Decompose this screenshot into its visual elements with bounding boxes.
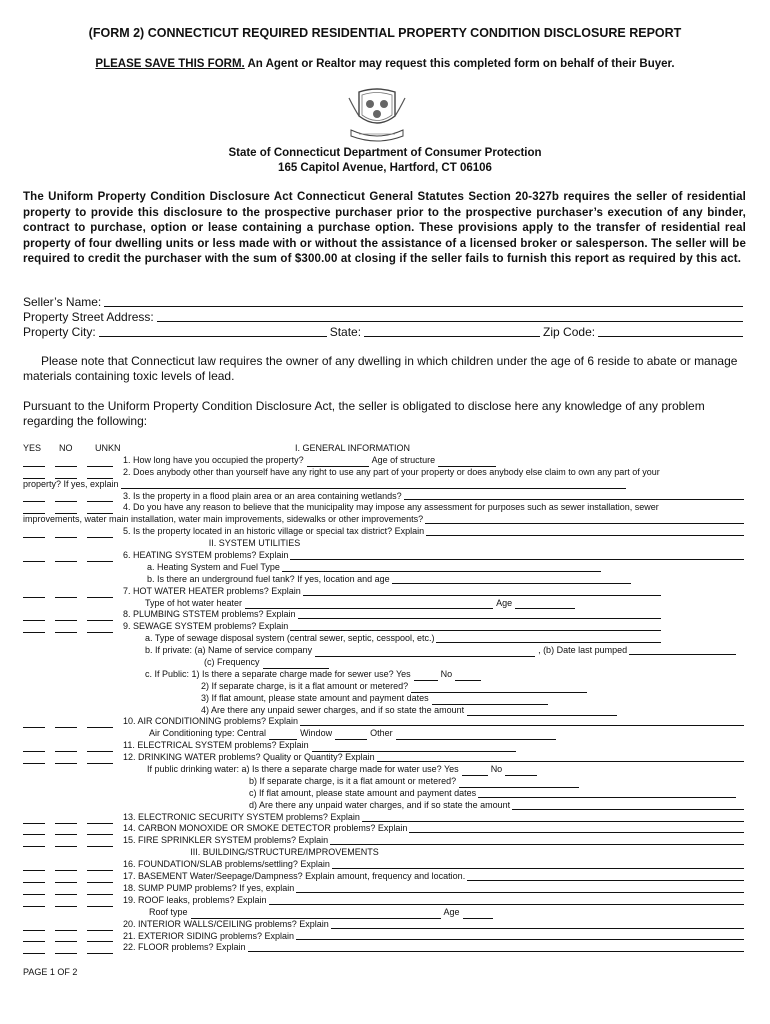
answer-field[interactable] — [245, 597, 493, 609]
item-text: 10. AIR CONDITIONING problems? Explain — [123, 716, 299, 727]
unkn-checkbox[interactable] — [87, 623, 113, 633]
page-number: PAGE 1 OF 2 — [23, 967, 78, 977]
checklist-row — [23, 657, 746, 669]
section-utilities: II. SYSTEM UTILITIES — [208, 538, 301, 549]
checklist-row — [23, 467, 746, 479]
zip-label: Zip Code: — [543, 325, 596, 339]
item-text: No — [440, 668, 453, 679]
checklist-row — [23, 942, 746, 954]
state-label: State: — [329, 325, 362, 339]
unkn-checkbox[interactable] — [87, 552, 113, 562]
no-checkbox[interactable] — [55, 504, 77, 514]
item-text: 2. Does anybody other than yourself have any right to use any part of your property or does anybody else claim to own any part of your — [123, 466, 660, 477]
checklist-row — [23, 812, 746, 824]
unkn-checkbox[interactable] — [87, 921, 113, 931]
answer-field[interactable] — [629, 654, 736, 655]
yes-checkbox[interactable] — [23, 754, 45, 764]
answer-field[interactable] — [425, 523, 744, 524]
answer-field[interactable] — [455, 669, 481, 681]
answer-field[interactable] — [362, 821, 744, 822]
item-text: Age of structure — [371, 454, 436, 465]
answer-field[interactable] — [467, 880, 744, 881]
item-text: improvements, water main installation, water main improvements, sidewalks or other improvements? — [23, 514, 424, 525]
answer-field[interactable] — [409, 832, 744, 833]
yes-checkbox[interactable] — [23, 588, 45, 598]
checklist-row — [23, 455, 746, 467]
yes-checkbox[interactable] — [23, 469, 45, 479]
form-title: (FORM 2) CONNECTICUT REQUIRED RESIDENTIAL PROPERTY CONDITION DISCLOSURE REPORT — [88, 26, 682, 40]
unkn-checkbox[interactable] — [87, 932, 113, 942]
item-text: Age — [496, 597, 513, 608]
answer-field[interactable] — [269, 904, 744, 905]
no-checkbox[interactable] — [55, 921, 77, 931]
no-checkbox[interactable] — [55, 469, 77, 479]
unkn-checkbox[interactable] — [87, 611, 113, 621]
yes-checkbox[interactable] — [23, 742, 45, 752]
item-text: No — [490, 764, 503, 775]
checklist-row — [23, 586, 746, 598]
item-text: 3) If flat amount, please state amount and payment dates — [201, 692, 429, 703]
seller-name-label: Seller’s Name: — [23, 295, 102, 309]
item-text: If public drinking water: a) Is there a separate charge made for water use? Yes — [147, 764, 459, 775]
item-text: 16. FOUNDATION/SLAB problems/settling? Explain — [123, 859, 330, 870]
answer-field[interactable] — [290, 559, 744, 560]
checklist-row — [23, 907, 746, 919]
yes-checkbox[interactable] — [23, 861, 45, 871]
answer-field[interactable] — [392, 583, 631, 584]
item-text: 18. SUMP PUMP problems? If yes, explain — [123, 882, 295, 893]
answer-field[interactable] — [332, 868, 744, 869]
checklist-row — [23, 859, 746, 871]
item-text: a. Heating System and Fuel Type — [147, 561, 280, 572]
yes-checkbox[interactable] — [23, 944, 45, 954]
item-text: b) If separate charge, is it a flat amount or metered? — [249, 775, 457, 786]
answer-field[interactable] — [462, 764, 488, 776]
no-checkbox[interactable] — [55, 754, 77, 764]
item-text: 9. SEWAGE SYSTEM problems? Explain — [123, 621, 289, 632]
disclosure-checklist — [23, 443, 746, 954]
answer-field[interactable] — [121, 488, 626, 489]
item-text: 7. HOT WATER HEATER problems? Explain — [123, 585, 301, 596]
unkn-checkbox[interactable] — [87, 588, 113, 598]
answer-field[interactable] — [505, 764, 537, 776]
answer-field[interactable] — [463, 907, 493, 919]
yes-checkbox[interactable] — [23, 457, 45, 467]
no-checkbox[interactable] — [55, 457, 77, 467]
item-text: 8. PLUMBING STSTEM problems? Explain — [123, 609, 296, 620]
state-seal-icon — [345, 86, 409, 144]
checklist-row — [23, 835, 746, 847]
checklist-row — [23, 681, 746, 693]
unkn-checkbox[interactable] — [87, 528, 113, 538]
section-row — [23, 847, 746, 859]
no-checkbox[interactable] — [55, 623, 77, 633]
unkn-checkbox[interactable] — [87, 825, 113, 835]
section-general: I. GENERAL INFORMATION — [294, 442, 410, 453]
item-text: 2) If separate charge, is it a flat amount or metered? — [201, 680, 409, 691]
item-text: , (b) Date last pumped — [538, 645, 628, 656]
answer-field[interactable] — [331, 928, 744, 929]
unkn-checkbox[interactable] — [87, 837, 113, 847]
answer-field[interactable] — [263, 657, 329, 669]
no-checkbox[interactable] — [55, 492, 77, 502]
zip-field[interactable] — [598, 325, 743, 337]
checklist-row — [23, 824, 746, 836]
answer-field[interactable] — [269, 728, 297, 740]
unkn-checkbox[interactable] — [87, 897, 113, 907]
answer-field[interactable] — [296, 939, 744, 940]
item-text: 17. BASEMENT Water/Seepage/Dampness? Explain amount, frequency and location. — [123, 871, 466, 882]
item-text: a. Type of sewage disposal system (central sewer, septic, cesspool, etc.) — [145, 633, 435, 644]
lead-note: Please note that Connecticut law requires the owner of any dwelling in which children under the age of 6 reside to abate or manage materials containing toxic levels of lead. — [23, 354, 738, 383]
checklist-row — [23, 491, 746, 503]
item-text: c. If Public: 1) Is there a separate charge made for sewer use? Yes — [145, 668, 411, 679]
column-headers — [23, 443, 746, 455]
checklist-row — [23, 705, 746, 717]
checklist-row — [23, 598, 746, 610]
no-checkbox[interactable] — [55, 552, 77, 562]
seller-name-field[interactable] — [104, 295, 743, 307]
checklist-row — [23, 633, 746, 645]
section-row — [23, 538, 746, 550]
yes-checkbox[interactable] — [23, 885, 45, 895]
checklist-row — [23, 514, 746, 526]
answer-field[interactable] — [515, 597, 575, 609]
answer-field[interactable] — [459, 776, 579, 788]
answer-field[interactable] — [438, 455, 496, 467]
no-checkbox[interactable] — [55, 885, 77, 895]
no-checkbox[interactable] — [55, 742, 77, 752]
item-text: 5. Is the property located in an historic village or special tax district? Explain — [123, 526, 425, 537]
agency-name: State of Connecticut Department of Consumer Protection — [228, 147, 542, 159]
item-text: d) Are there any unpaid water charges, and if so state the amount — [249, 799, 511, 810]
unkn-checkbox[interactable] — [87, 814, 113, 824]
checklist-row — [23, 479, 746, 491]
checklist-row — [23, 752, 746, 764]
state-field[interactable] — [364, 325, 540, 337]
answer-field[interactable] — [303, 595, 661, 596]
item-text: 6. HEATING SYSTEM problems? Explain — [123, 550, 289, 560]
item-text: 4) Are there any unpaid sewer charges, and if so state the amount — [201, 704, 465, 715]
checklist-row — [23, 931, 746, 943]
no-checkbox[interactable] — [55, 814, 77, 824]
answer-field[interactable] — [191, 907, 441, 919]
unkn-checkbox[interactable] — [87, 504, 113, 514]
answer-field[interactable] — [312, 740, 516, 752]
save-note-emphasis: PLEASE SAVE THIS FORM. — [95, 58, 245, 70]
pursuant-note: Pursuant to the Uniform Property Condition Disclosure Act, the seller is obligated to disclose here any knowledge of any problem regarding the following: — [23, 399, 705, 428]
checklist-row — [23, 609, 746, 621]
item-text: 20. INTERIOR WALLS/CEILING problems? Explain — [123, 918, 329, 929]
answer-field[interactable] — [300, 725, 744, 726]
save-note — [0, 58, 770, 70]
no-checkbox[interactable] — [55, 944, 77, 954]
checklist-row — [23, 883, 746, 895]
answer-field[interactable] — [335, 728, 367, 740]
unkn-checkbox[interactable] — [87, 492, 113, 502]
street-address-label: Property Street Address: — [23, 310, 154, 324]
answer-field[interactable] — [248, 951, 744, 952]
item-text: b. Is there an underground fuel tank? If yes, location and age — [147, 573, 390, 584]
item-text: 21. EXTERIOR SIDING problems? Explain — [123, 930, 295, 941]
answer-field[interactable] — [296, 892, 744, 893]
checklist-row — [23, 693, 746, 705]
yes-checkbox[interactable] — [23, 873, 45, 883]
no-checkbox[interactable] — [55, 528, 77, 538]
unkn-checkbox[interactable] — [87, 754, 113, 764]
answer-field[interactable] — [426, 535, 744, 536]
col-unkn: UNKN — [95, 442, 121, 453]
checklist-row — [23, 919, 746, 931]
checklist-row — [23, 669, 746, 681]
item-text: 1. How long have you occupied the property? — [123, 454, 304, 465]
yes-checkbox[interactable] — [23, 814, 45, 824]
answer-field[interactable] — [467, 704, 617, 716]
checklist-row — [23, 895, 746, 907]
unkn-checkbox[interactable] — [87, 742, 113, 752]
item-text: Age — [443, 906, 460, 917]
item-text: Roof type — [149, 906, 188, 917]
item-text: b. If private: (a) Name of service company — [145, 645, 313, 656]
item-text: 4. Do you have any reason to believe that the municipality may impose any assessment for purposes such as sewer installation, sewer — [123, 502, 659, 513]
answer-field[interactable] — [414, 669, 438, 681]
unkn-checkbox[interactable] — [87, 457, 113, 467]
no-checkbox[interactable] — [55, 932, 77, 942]
answer-field[interactable] — [436, 642, 661, 643]
answer-field[interactable] — [478, 797, 736, 798]
unkn-checkbox[interactable] — [87, 944, 113, 954]
answer-field[interactable] — [396, 728, 556, 740]
item-text: c) If flat amount, please state amount and payment dates — [249, 787, 477, 798]
item-text: Window — [300, 728, 333, 739]
item-text: 15. FIRE SPRINKLER SYSTEM problems? Explain — [123, 835, 329, 846]
unkn-checkbox[interactable] — [87, 861, 113, 871]
yes-checkbox[interactable] — [23, 611, 45, 621]
no-checkbox[interactable] — [55, 861, 77, 871]
unkn-checkbox[interactable] — [87, 873, 113, 883]
item-text: Other — [370, 728, 393, 739]
yes-checkbox[interactable] — [23, 718, 45, 728]
save-note-text: An Agent or Realtor may request this completed form on behalf of their Buyer. — [244, 58, 675, 70]
yes-checkbox[interactable] — [23, 837, 45, 847]
item-text: 11. ELECTRICAL SYSTEM problems? Explain — [123, 740, 309, 751]
item-text: Type of hot water heater — [145, 597, 243, 608]
checklist-row — [23, 502, 746, 514]
yes-checkbox[interactable] — [23, 921, 45, 931]
city-label: Property City: — [23, 325, 96, 339]
checklist-row — [23, 716, 746, 728]
street-address-field[interactable] — [157, 310, 743, 322]
unkn-checkbox[interactable] — [87, 885, 113, 895]
intro-paragraph: The Uniform Property Condition Disclosure Act Connecticut General Statutes Section 20-327b requires the seller of residential property to provide this disclosure to the prospective purchaser prior to the prospective purchaser’s execution of any binder, contract to purchase, option or lease containing a purchase option. These provisions apply to the transfer of residential real property of four dwelling units or less made with or without the assistance of a licensed broker or salesperson. The seller will be required to credit the purchaser with the sum of $300.00 at closing if the seller fails to furnish this report as required by this act. — [23, 191, 746, 265]
answer-field[interactable] — [377, 761, 744, 762]
no-checkbox[interactable] — [55, 825, 77, 835]
yes-checkbox[interactable] — [23, 504, 45, 514]
property-fields — [23, 295, 746, 340]
answer-field[interactable] — [411, 681, 587, 693]
answer-field[interactable] — [432, 693, 548, 705]
yes-checkbox[interactable] — [23, 825, 45, 835]
item-text: 19. ROOF leaks, problems? Explain — [123, 894, 267, 905]
item-text: property? If yes, explain — [23, 478, 119, 489]
yes-checkbox[interactable] — [23, 932, 45, 942]
checklist-row — [23, 645, 746, 657]
item-text: 14. CARBON MONOXIDE OR SMOKE DETECTOR problems? Explain — [123, 823, 408, 834]
agency-block — [0, 146, 770, 176]
unkn-checkbox[interactable] — [87, 469, 113, 479]
checklist-row — [23, 800, 746, 812]
no-checkbox[interactable] — [55, 873, 77, 883]
checklist-row — [23, 574, 746, 586]
unkn-checkbox[interactable] — [87, 718, 113, 728]
no-checkbox[interactable] — [55, 837, 77, 847]
no-checkbox[interactable] — [55, 897, 77, 907]
answer-field[interactable] — [315, 645, 535, 657]
checklist-row — [23, 621, 746, 633]
no-checkbox[interactable] — [55, 718, 77, 728]
yes-checkbox[interactable] — [23, 492, 45, 502]
checklist-row — [23, 728, 746, 740]
answer-field[interactable] — [282, 571, 601, 572]
checklist-row — [23, 788, 746, 800]
city-field[interactable] — [99, 325, 327, 337]
section-building: III. BUILDING/STRUCTURE/IMPROVEMENTS — [190, 847, 379, 858]
item-text: (c) Frequency — [204, 657, 260, 668]
item-text: Air Conditioning type: Central — [149, 728, 267, 739]
col-no: NO — [59, 442, 73, 453]
agency-address: 165 Capitol Avenue, Hartford, CT 06106 — [278, 162, 492, 174]
answer-field[interactable] — [290, 630, 661, 631]
checklist-row — [23, 776, 746, 788]
checklist-row — [23, 740, 746, 752]
yes-checkbox[interactable] — [23, 552, 45, 562]
checklist-row — [23, 550, 746, 562]
item-text: 12. DRINKING WATER problems? Quality or Quantity? Explain — [123, 752, 375, 763]
col-yes: YES — [23, 442, 42, 453]
no-checkbox[interactable] — [55, 611, 77, 621]
answer-field[interactable] — [298, 618, 661, 619]
answer-field[interactable] — [512, 809, 744, 810]
answer-field[interactable] — [330, 844, 744, 845]
item-text: 22. FLOOR problems? Explain — [123, 942, 246, 953]
yes-checkbox[interactable] — [23, 623, 45, 633]
answer-field[interactable] — [404, 499, 744, 500]
checklist-row — [23, 562, 746, 574]
checklist-row — [23, 764, 746, 776]
answer-field[interactable] — [307, 455, 369, 467]
checklist-row — [23, 871, 746, 883]
no-checkbox[interactable] — [55, 588, 77, 598]
item-text: 3. Is the property in a flood plain area or an area containing wetlands? — [123, 490, 402, 501]
yes-checkbox[interactable] — [23, 528, 45, 538]
yes-checkbox[interactable] — [23, 897, 45, 907]
checklist-row — [23, 526, 746, 538]
item-text: 13. ELECTRONIC SECURITY SYSTEM problems? Explain — [123, 811, 360, 822]
